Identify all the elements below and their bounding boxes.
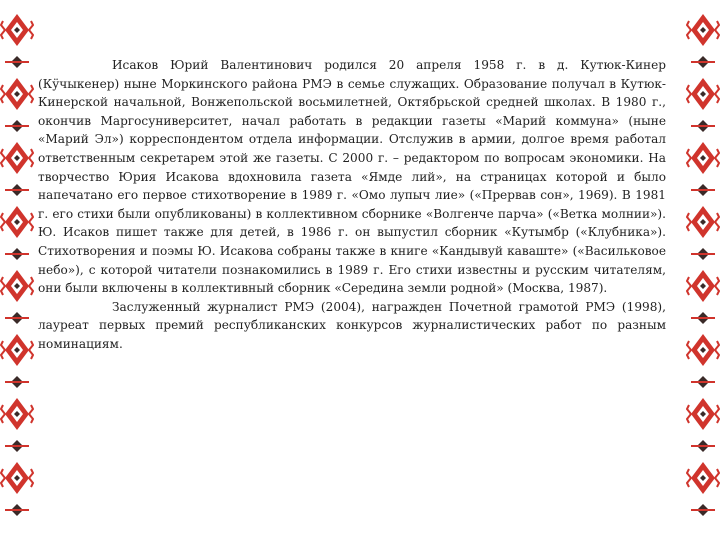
right-ornament-border xyxy=(686,0,720,540)
ornament-motif xyxy=(1,142,33,174)
ornament-small-motif xyxy=(691,248,715,260)
ornament-motif xyxy=(687,142,719,174)
paragraph-awards: Заслуженный журналист РМЭ (2004), награжден Почетной грамотой РМЭ (1998), лауреат первых премий республиканских конкурсов журналистических работ по разным номинациям. xyxy=(38,299,666,351)
ornament-pattern-icon xyxy=(686,0,720,540)
ornament-small-motif xyxy=(691,184,715,196)
ornament-motif xyxy=(1,206,33,238)
ornament-small-motif xyxy=(691,376,715,388)
ornament-small-motif xyxy=(5,376,29,388)
ornament-motif xyxy=(687,270,719,302)
ornament-motif xyxy=(1,334,33,366)
ornament-motif xyxy=(687,334,719,366)
ornament-small-motif xyxy=(5,312,29,324)
ornament-small-motif xyxy=(5,184,29,196)
ornament-motif xyxy=(1,14,33,46)
ornament-motif xyxy=(687,206,719,238)
ornament-pattern-icon xyxy=(0,0,34,540)
ornament-motif xyxy=(1,78,33,110)
ornament-motif xyxy=(687,398,719,430)
ornament-small-motif xyxy=(5,56,29,68)
ornament-small-motif xyxy=(5,120,29,132)
ornament-motif xyxy=(687,462,719,494)
ornament-small-motif xyxy=(691,440,715,452)
left-ornament-border xyxy=(0,0,34,540)
ornament-motif xyxy=(1,462,33,494)
ornament-small-motif xyxy=(5,440,29,452)
ornament-small-motif xyxy=(691,120,715,132)
ornament-small-motif xyxy=(5,248,29,260)
ornament-small-motif xyxy=(691,56,715,68)
ornament-motif xyxy=(687,14,719,46)
ornament-small-motif xyxy=(691,504,715,516)
ornament-motif xyxy=(1,270,33,302)
ornament-small-motif xyxy=(5,504,29,516)
biography-text xyxy=(38,56,666,354)
paragraph-biography: Исаков Юрий Валентинович родился 20 апреля 1958 г. в д. Кутюк-Кинер (Кӱчыкенер) ныне Моркинского района РМЭ в семье служащих. Образование получал в Кутюк-Кинерской начальной, Вонжепольской восьмилетней, Октябрьской средней школах. В 1980 г., окончив Маргосуниверситет, начал работать в редакции газеты «Марий коммуна» (ныне «Марий Эл») корреспондентом отдела информации. Отслужив в армии, долгое время работал ответственным секретарем этой же газеты. С 2000 г. – редактором по вопросам экономики. На творчество Юрия Исакова вдохновила газета «Ямде лий», на страницах которой и было напечатано его первое стихотворение в 1989 г. «Омо лупыч лие» («Прервав сон», 1969). В 1981 г. его стихи были опубликованы) в коллективном сборнике «Волгенче парча» («Ветка молнии»). Ю. Исаков пишет также для детей, в 1986 г. он выпустил сборник «Кутымбр («Клубника»). Стихотворения и поэмы Ю. Исакова собраны также в книге «Кандывуй каваште» («Васильковое небо»), с которой читатели познакомились в 1989 г. Его стихи известны и русским читателям, они были включены в коллективный сборник «Середина земли родной» (Москва, 1987). xyxy=(38,58,666,296)
ornament-small-motif xyxy=(691,312,715,324)
ornament-motif xyxy=(687,78,719,110)
ornament-motif xyxy=(1,398,33,430)
